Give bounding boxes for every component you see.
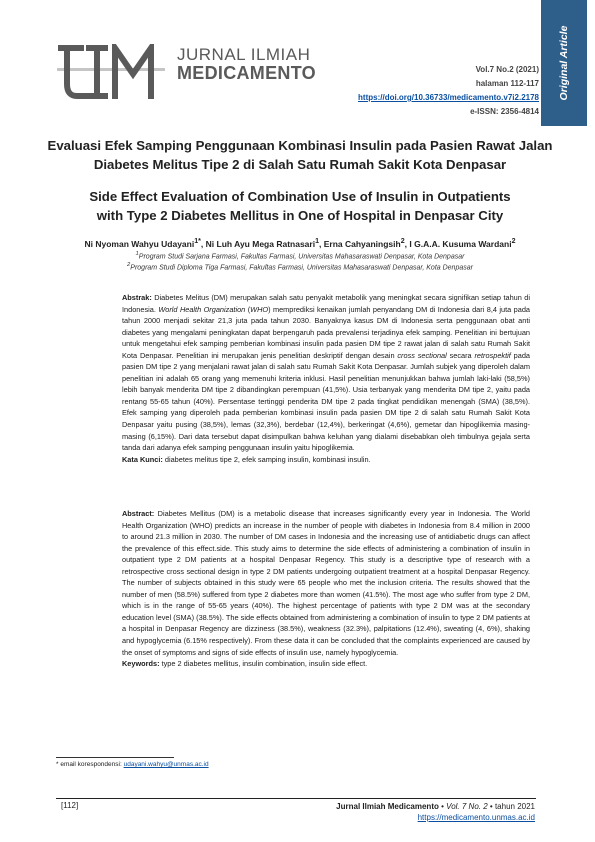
abstract-en-text: Diabetes Mellitus (DM) is a metabolic disease that increases significantly every year in Indonesia. The World Health Organization (WHO) predicts an increase in the number of people with diabetes in Indonesia from 8.4 million in 2000 to around 21.3 million in 2030. The number of DM cases in Indonesia and the increasing use of antidiabetic drugs can affect the prevalence of this effect.side. This study aims to determine the side effects of administering a combination of insulin in outpatient type 2 DM patients at a hospital Denpasar Regency. This study is a descriptive type of research with a retrospective cross sectional design in type 2 DM patients undergoing outpatient treatment at a hospital Denpasar Regency. The number of subjects obtained in this study were 65 people who met the inclusion criteria. The results showed that the number of men (58.5%) suffered from type 2 diabetes more than women (41.5%). The most age who suffer from type 2 DM, which is in the range of 55-65 years (40%). The highest percentage of patients with type 2 DM was at the secondary education level (SMA) (38.5%). The side effects obtained from administering a combination of insulin to type 2 DM patients at a hospital in Denpasar Regency are dizziness (38.5%), weakness (32.3%), palpitations (12.4%), sweating (4, 6%), shaking and hypoglycemia (6.15% respectively). From these data it can be concluded that the complaints experienced are caused by the onset of symptoms and signs of side effects of insulin use, namely hypoglycemia. [122, 509, 530, 657]
affiliation-2-text: Program Studi Diploma Tiga Farmasi, Fakultas Farmasi, Universitas Mahasaraswati Denpasar, Kota Denpasar [130, 264, 473, 272]
title-en-line1: Side Effect Evaluation of Combination Use of Insulin in Outpatients [89, 189, 511, 204]
title-indonesian [40, 136, 560, 174]
author-4-sup: 2 [511, 237, 516, 245]
volume-info: Vol.7 No.2 (2021) [475, 65, 539, 74]
footnote-label: email korespondensi: [60, 761, 122, 768]
journal-name-line1: JURNAL ILMIAH [177, 45, 311, 64]
title-id-line1: Evaluasi Efek Samping Penggunaan Kombinasi Insulin pada Pasien Rawat Jalan [47, 138, 553, 153]
abstract-id-p4-italic: retrospektif [474, 350, 511, 360]
author-3-sup: 2 [400, 237, 405, 245]
footnote [56, 761, 209, 768]
footnote-divider [56, 757, 174, 758]
side-tab-label: Original Article [558, 25, 570, 101]
footer-sep-1: • [441, 802, 444, 811]
author-3: , Erna Cahyaningsih [319, 238, 401, 249]
footer-year: tahun 2021 [494, 802, 535, 811]
journal-name [177, 46, 316, 82]
author-list [40, 237, 560, 249]
title-english [40, 187, 560, 225]
affiliation-1-text: Program Studi Sarjana Farmasi, Fakultas Farmasi, Universitas Mahasaraswati Denpasar, Kota Denpasar [138, 253, 465, 261]
author-1-sup: 1* [194, 237, 201, 245]
footer-journal [336, 801, 535, 823]
abstract-id-p1: Diabetes Melitus (DM) merupakan salah satu penyakit metabolik yang meningkat secara signifikan setiap tahun di Indonesia. [122, 293, 530, 314]
page-number: [112] [61, 801, 79, 810]
keywords-id-label: Kata Kunci: [122, 454, 163, 464]
keywords-id-text: diabetes melitus tipe 2, efek samping insulin, kombinasi insulin. [164, 454, 371, 464]
affiliation-2 [40, 262, 560, 271]
footer-citation [336, 801, 535, 812]
keywords-en [122, 658, 530, 670]
keywords-en-text: type 2 diabetes mellitus, insulin combination, insulin side effect. [161, 659, 368, 669]
affiliation-1-sup: 1 [135, 251, 139, 257]
abstract-id-p3: ) memprediksi kenaikan jumlah penyandang DM di Indonesia dari 8,4 juta pada tahun 2000 menjadi sekitar 21,3 juta pada tahun 2030. Banyaknya kasus DM di Indonesia serta penggunaan obat anti diabetes yang mengalami peningkatan dapat berpengaruh pada prevalensi terjadinya efek samping. Penelitian ini bertujuan untuk mengetahui efek samping pemberian kombinasi insulin pada pasien DM tipe 2 rawat jalan di salah satu Rumah Sakit Kota Denpasar. Penelitian ini merupakan jenis penelitian deskriptif dengan desain [122, 304, 531, 360]
footer-volume: Vol. 7 No. 2 [446, 802, 488, 811]
affiliation-1 [40, 251, 560, 260]
keywords-en-label: Keywords: [122, 659, 160, 669]
abstract-id-p2: ( [247, 304, 251, 314]
title-en-line2: with Type 2 Diabetes Mellitus in One of Hospital in Denpasar City [96, 208, 504, 223]
affiliation-2-sup: 2 [127, 262, 131, 268]
abstract-indonesian [122, 292, 530, 465]
page-range: halaman 112-117 [475, 79, 539, 88]
abstract-id-p4: secara [449, 350, 472, 360]
footer-divider [56, 798, 536, 799]
doi-link[interactable]: https://doi.org/10.36733/medicamento.v7i2.2178 [358, 93, 539, 102]
author-2: , Ni Luh Ayu Mega Ratnasari [200, 238, 316, 249]
abstract-id-p2-italic: WHO [250, 304, 269, 314]
footnote-mark: * [56, 761, 59, 768]
author-2-sup: 1 [315, 237, 319, 245]
issn: e-ISSN: 2356-4814 [470, 107, 539, 116]
original-article-tab [541, 0, 587, 126]
abstract-en-label: Abstract: [122, 509, 155, 518]
article-meta [358, 63, 539, 119]
journal-logo [57, 44, 165, 102]
journal-name-line2: MEDICAMENTO [177, 63, 316, 83]
keywords-id [122, 454, 530, 466]
corresponding-email-link[interactable]: udayani.wahyu@unmas.ac.id [123, 761, 209, 768]
author-1: Ni Nyoman Wahyu Udayani [84, 238, 195, 249]
author-4: , I G.A.A. Kusuma Wardani [404, 238, 512, 249]
footer-journal-name: Jurnal Ilmiah Medicamento [336, 802, 439, 811]
abstract-id-label: Abstrak: [122, 293, 152, 302]
abstract-english [122, 508, 530, 670]
journal-website-link[interactable]: https://medicamento.unmas.ac.id [417, 813, 535, 822]
abstract-id-p5: pada pasien DM tipe 2 yang menjalani rawat jalan di salah satu Rumah Sakit Kota Denpasar. Jumlah subjek yang diperoleh dalam penelitian ini adalah 65 orang yang memenuhi kriteria inklusi. Hasil penelitian menunjukkan bahwa jumlah laki-laki (58,5%) lebih banyak menderita DM tipe 2 dibandingkan perempuan (41,5%). Usia terbanyak yang menderita DM tipe 2, yaitu pada rentang 55-65 tahun (40%). Persentase tertinggi penderita DM tipe 2 pada tingkat pendidikan menengah (SMA) (38,5%). Efek samping yang diperoleh pada pemberian kombinasi insulin pada pasien DM tipe 2 di salah satu Rumah Sakit Kota Denpasar yaitu pusing (38,5%), lemas (32,3%), berdebar (12,4%), berkeringat (4,6%), gemetar dan hipoglikemia masing-masing (6,15%). Dari data tersebut dapat disimpulkan bahwa keluhan yang dialami disebabkan oleh timbulnya gejala serta tanda dari adanya efek samping penggunaan insulin yaitu hipoglikemia. [122, 350, 530, 453]
abstract-id-p1-italic: World Health Organization [158, 304, 246, 314]
title-id-line2: Diabetes Melitus Tipe 2 di Salah Satu Rumah Sakit Kota Denpasar [93, 157, 507, 172]
abstract-id-p3-italic: cross sectional [397, 350, 447, 360]
footer-sep-2: • [489, 802, 493, 811]
